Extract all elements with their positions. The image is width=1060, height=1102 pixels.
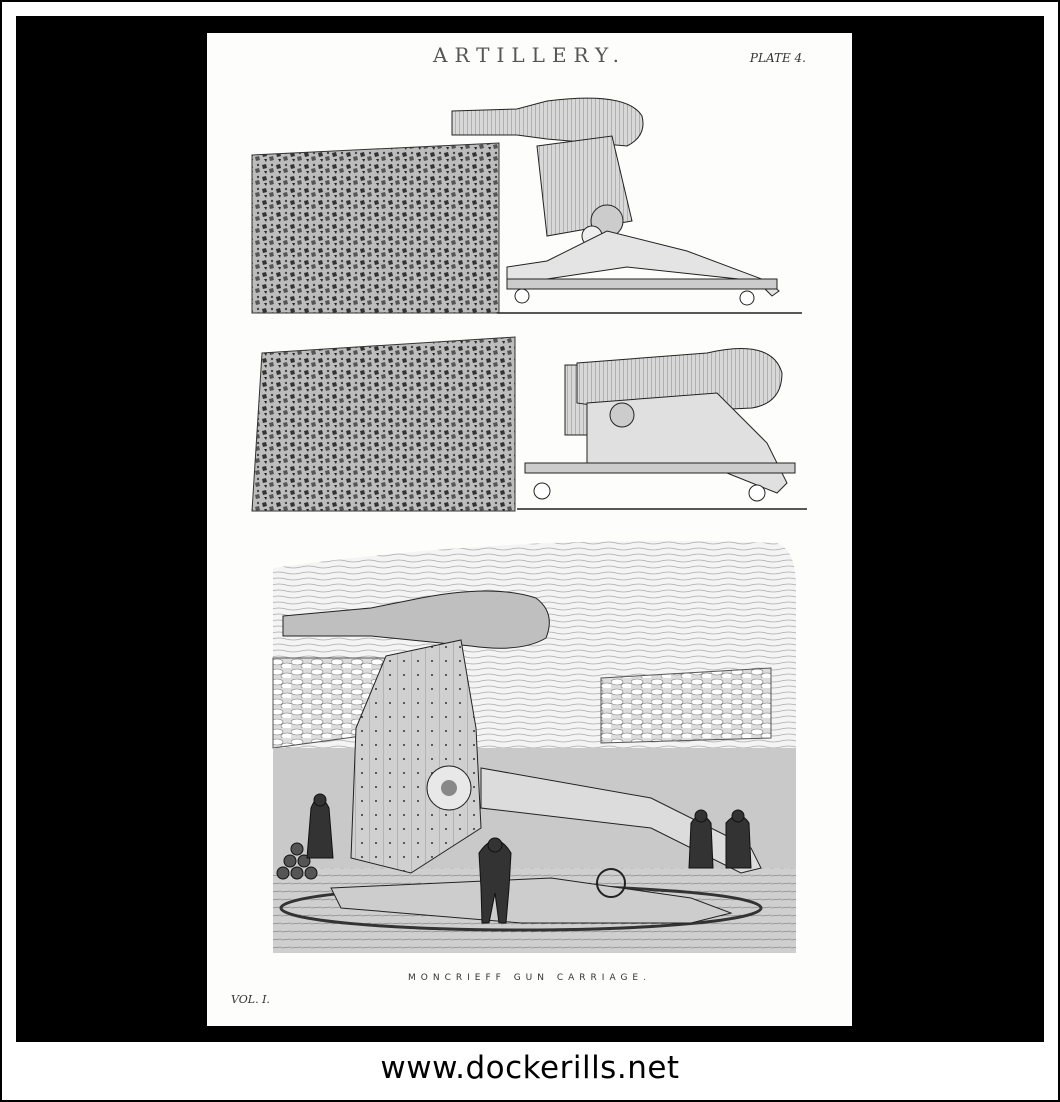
parapet-wall (252, 337, 515, 511)
plate-title: ARTILLERY. (433, 43, 626, 67)
gun-raised-illustration (247, 91, 807, 321)
gun-lowered-illustration (247, 333, 807, 513)
moncrieff-scene-illustration (271, 528, 797, 953)
website-link[interactable]: www.dockerills.net (380, 1050, 680, 1086)
figure-gun-lowered (247, 333, 807, 513)
plate-volume: VOL. I. (231, 993, 270, 1006)
gun-barrel (452, 98, 643, 146)
figure-gun-raised (247, 91, 807, 321)
parapet-wall (252, 143, 499, 313)
plate-caption: MONCRIEFF GUN CARRIAGE. (408, 973, 651, 983)
figure-moncrieff-scene (271, 528, 797, 953)
plate-number: PLATE 4. (749, 51, 806, 65)
engraving-plate (207, 33, 852, 1026)
